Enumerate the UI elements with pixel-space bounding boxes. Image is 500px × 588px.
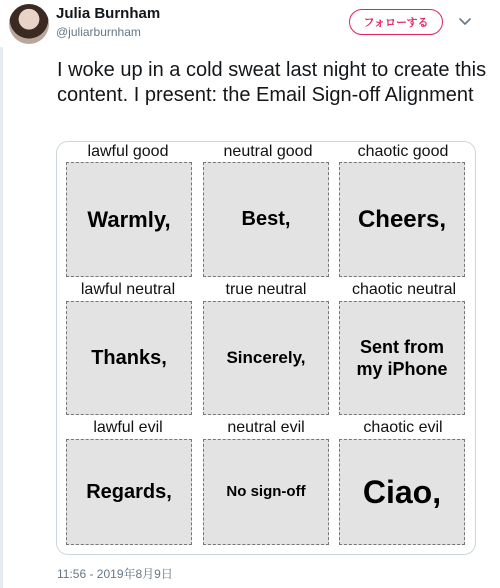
alignment-label: neutral good [223,143,313,160]
signoff-box: No sign-off [203,439,329,545]
display-name[interactable]: Julia Burnham [56,5,161,22]
user-handle[interactable]: @juliarburnham [56,25,141,39]
signoff-box: Ciao, [339,439,465,545]
chevron-down-icon[interactable] [457,13,473,29]
signoff-box: Best, [203,162,329,277]
signoff-box: Thanks, [66,301,192,415]
thread-line [0,47,3,588]
alignment-label: true neutral [225,281,307,298]
alignment-label: lawful neutral [80,281,176,298]
alignment-label: neutral evil [227,419,305,436]
tweet-timestamp[interactable]: 11:56 - 2019年8月9日 [57,567,173,581]
avatar[interactable] [9,4,49,44]
alignment-label: chaotic good [357,143,449,160]
tweet-text: I woke up in a cold sweat last night to create this content. I present: the Email Sign-off Alignment [57,59,487,106]
alignment-label: chaotic neutral [351,281,457,298]
signoff-box: Regards, [66,439,192,545]
alignment-label: chaotic evil [363,419,443,436]
alignment-label: lawful evil [93,419,163,436]
alignment-chart-image[interactable] [56,141,476,555]
follow-button[interactable]: フォローする [349,9,443,35]
signoff-box: Warmly, [66,162,192,277]
alignment-label: lawful good [87,143,169,160]
signoff-box: Sent from my iPhone [339,301,465,415]
signoff-box: Cheers, [339,162,465,277]
signoff-box: Sincerely, [203,301,329,415]
